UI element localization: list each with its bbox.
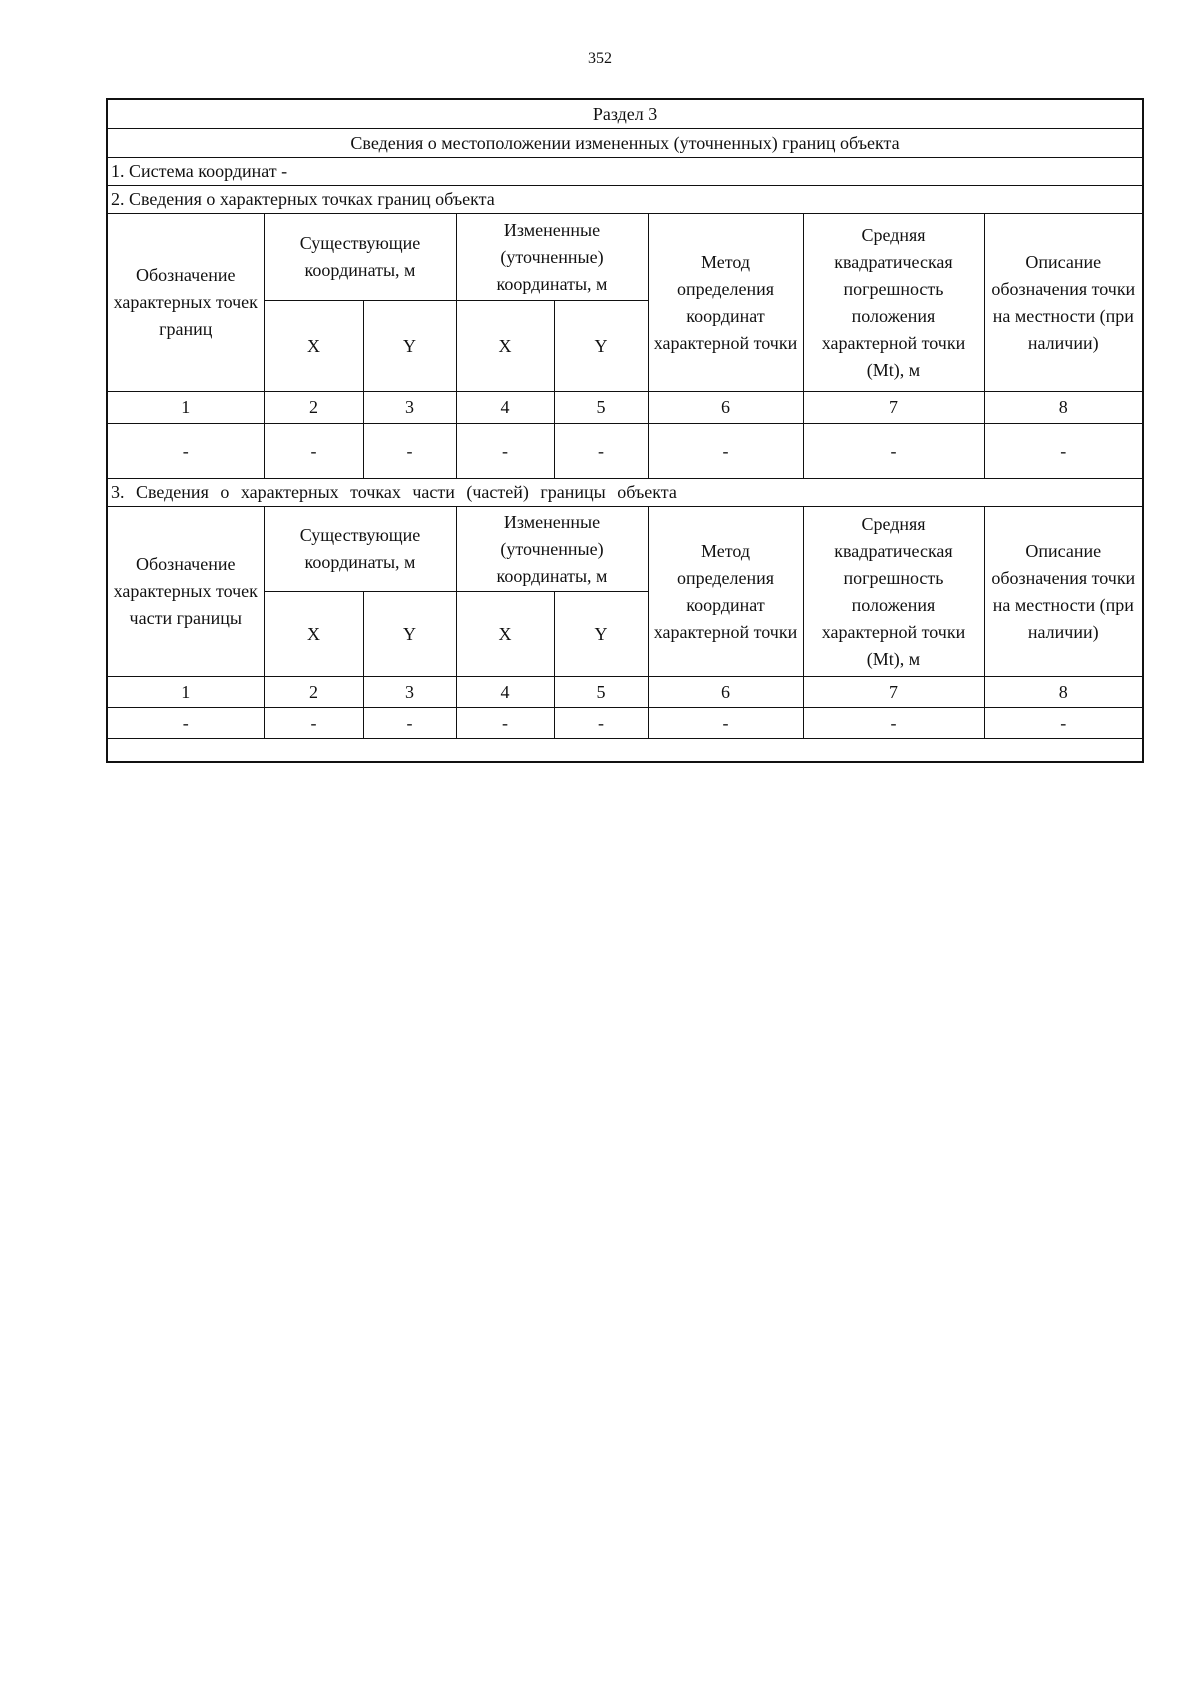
part2-col-changed: Измененные (уточненные) координаты, м bbox=[456, 214, 648, 301]
part3-column-number: 1 bbox=[107, 677, 264, 708]
part2-column-number: 8 bbox=[984, 392, 1143, 424]
section-title: Раздел 3 bbox=[107, 99, 1143, 129]
part3-existing-y: Y bbox=[363, 592, 456, 677]
part2-col-designation: Обозначение характерных точек границ bbox=[107, 214, 264, 392]
part3-column-number: 5 bbox=[554, 677, 648, 708]
part3-existing-x: X bbox=[264, 592, 363, 677]
part2-column-number: 3 bbox=[363, 392, 456, 424]
part2-column-number: 7 bbox=[803, 392, 984, 424]
part3-cell: - bbox=[363, 708, 456, 739]
part2-cell: - bbox=[107, 424, 264, 479]
part2-column-number: 4 bbox=[456, 392, 554, 424]
part3-column-number: 7 bbox=[803, 677, 984, 708]
part3-col-changed: Измененные (уточненные) координаты, м bbox=[456, 507, 648, 592]
part2-col-description: Описание обозначения точки на местности (при наличии) bbox=[984, 214, 1143, 392]
empty-footer-row bbox=[107, 739, 1143, 763]
part2-column-number: 2 bbox=[264, 392, 363, 424]
part2-cell: - bbox=[984, 424, 1143, 479]
part3-col-method: Метод определения координат характерной точки bbox=[648, 507, 803, 677]
part3-col-description: Описание обозначения точки на местности (при наличии) bbox=[984, 507, 1143, 677]
part3-changed-x: X bbox=[456, 592, 554, 677]
page-number: 352 bbox=[588, 50, 612, 67]
part2-cell: - bbox=[456, 424, 554, 479]
part3-cell: - bbox=[554, 708, 648, 739]
part3-heading: 3. Сведения о характерных точках части (частей) границы объекта bbox=[107, 479, 1143, 507]
part2-column-number: 1 bbox=[107, 392, 264, 424]
part2-existing-y: Y bbox=[363, 301, 456, 392]
coordinate-system: 1. Система координат - bbox=[107, 158, 1143, 186]
part3-column-number: 8 bbox=[984, 677, 1143, 708]
part2-changed-x: X bbox=[456, 301, 554, 392]
boundary-points-table bbox=[106, 98, 1144, 763]
part2-column-number: 5 bbox=[554, 392, 648, 424]
part2-cell: - bbox=[363, 424, 456, 479]
part2-heading: 2. Сведения о характерных точках границ объекта bbox=[107, 186, 1143, 214]
part3-cell: - bbox=[803, 708, 984, 739]
part3-changed-y: Y bbox=[554, 592, 648, 677]
part2-cell: - bbox=[803, 424, 984, 479]
part2-existing-x: X bbox=[264, 301, 363, 392]
part3-col-existing: Существующие координаты, м bbox=[264, 507, 456, 592]
part3-cell: - bbox=[107, 708, 264, 739]
part2-cell: - bbox=[648, 424, 803, 479]
part2-cell: - bbox=[264, 424, 363, 479]
table-row bbox=[107, 424, 1143, 479]
part3-col-error: Средняя квадратическая погрешность положения характерной точки (Mt), м bbox=[803, 507, 984, 677]
part3-column-number: 2 bbox=[264, 677, 363, 708]
part3-cell: - bbox=[648, 708, 803, 739]
part3-column-number: 3 bbox=[363, 677, 456, 708]
part3-column-number: 4 bbox=[456, 677, 554, 708]
part3-cell: - bbox=[264, 708, 363, 739]
part2-col-error: Средняя квадратическая погрешность положения характерной точки (Mt), м bbox=[803, 214, 984, 392]
part3-cell: - bbox=[456, 708, 554, 739]
part2-cell: - bbox=[554, 424, 648, 479]
part3-column-number: 6 bbox=[648, 677, 803, 708]
part3-col-designation: Обозначение характерных точек части границы bbox=[107, 507, 264, 677]
part2-col-method: Метод определения координат характерной точки bbox=[648, 214, 803, 392]
part2-col-existing: Существующие координаты, м bbox=[264, 214, 456, 301]
part2-column-number: 6 bbox=[648, 392, 803, 424]
part2-changed-y: Y bbox=[554, 301, 648, 392]
part3-cell: - bbox=[984, 708, 1143, 739]
section-subtitle: Сведения о местоположении измененных (уточненных) границ объекта bbox=[107, 129, 1143, 158]
table-row bbox=[107, 708, 1143, 739]
